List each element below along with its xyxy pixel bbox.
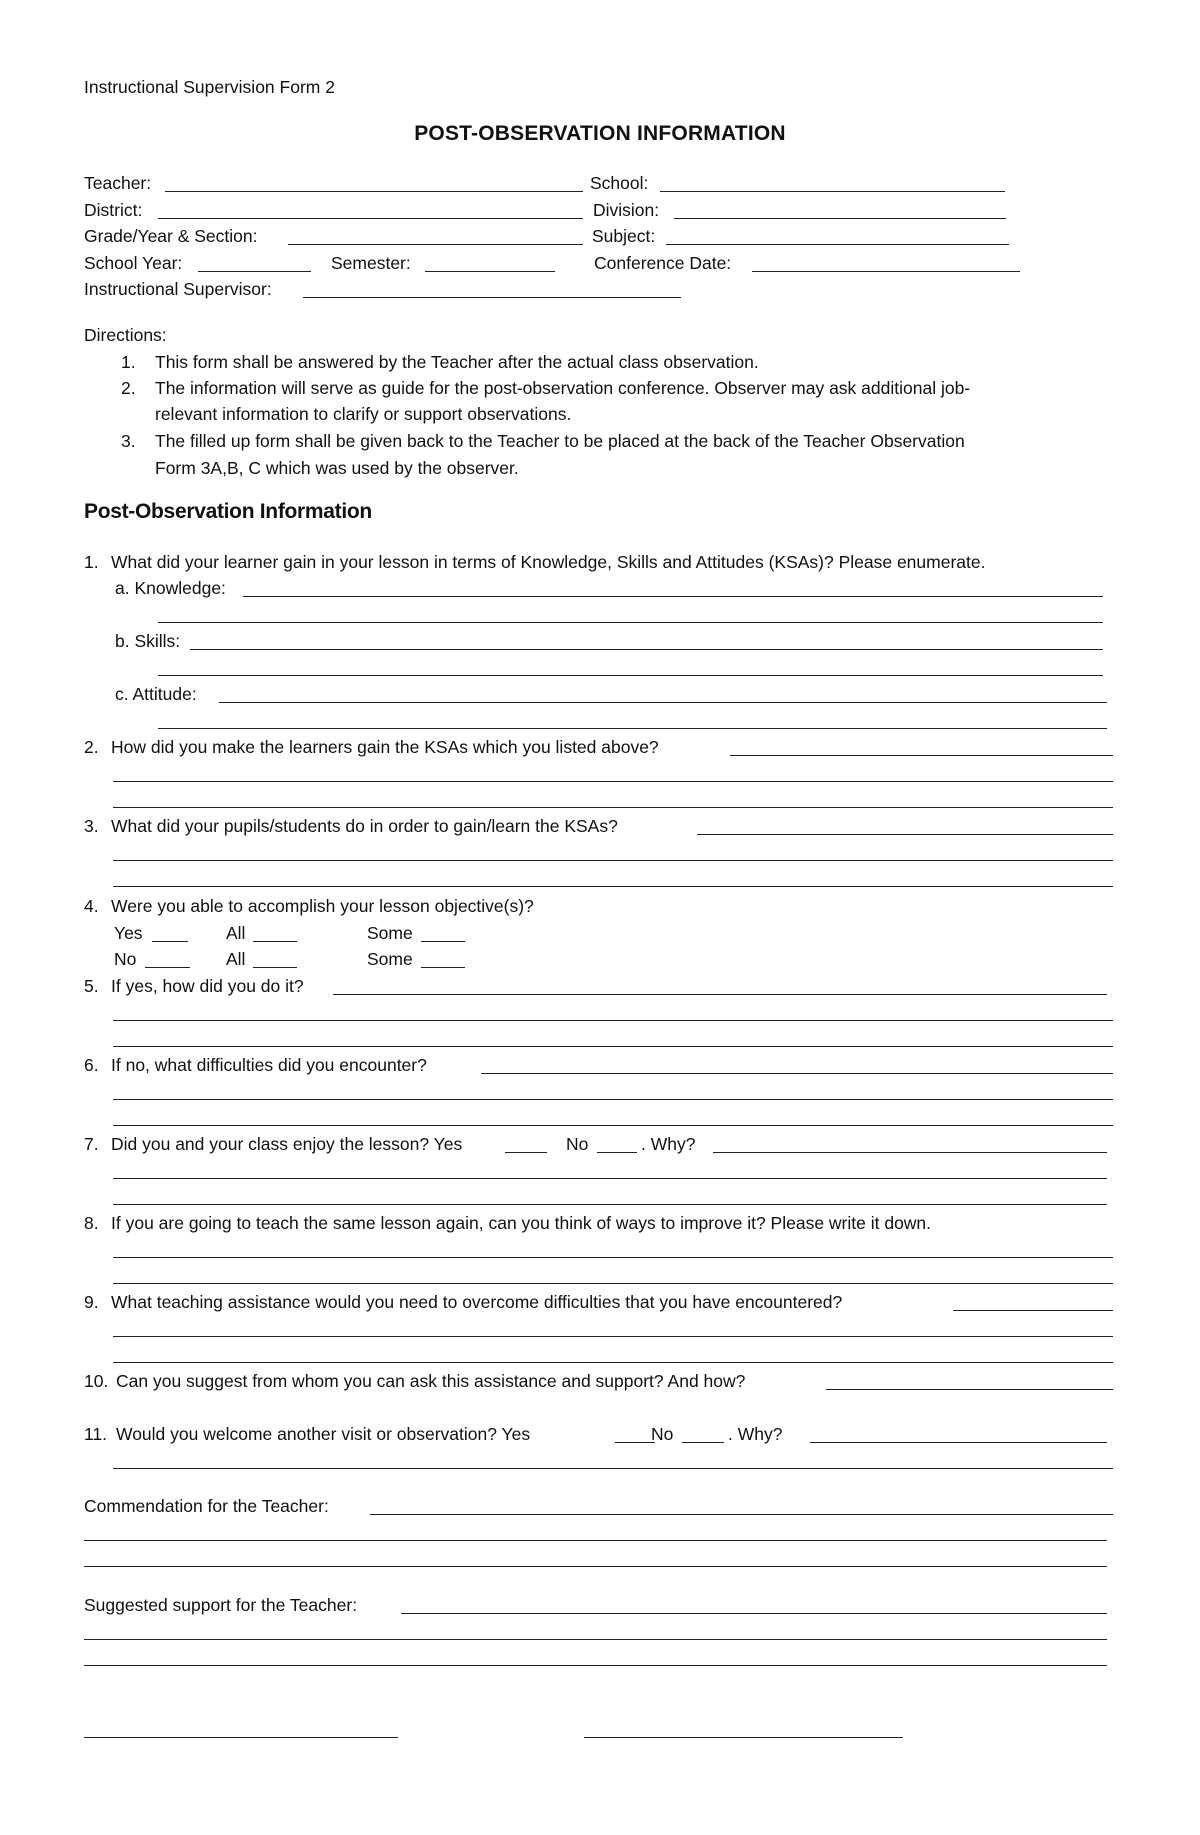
knowledge-field[interactable] bbox=[243, 596, 1103, 597]
answer-line[interactable] bbox=[113, 781, 1113, 782]
question-number: 9. bbox=[84, 1292, 99, 1312]
suggested-support-field[interactable] bbox=[401, 1613, 1107, 1614]
section-title: Post-Observation Information bbox=[84, 500, 372, 523]
direction-text: relevant information to clarify or support observations. bbox=[155, 404, 572, 424]
grade-section-field[interactable] bbox=[288, 244, 583, 245]
question-number: 1. bbox=[84, 552, 99, 572]
yes-label: Yes bbox=[114, 923, 143, 943]
school-year-label: School Year: bbox=[84, 253, 183, 273]
yes-field[interactable] bbox=[152, 941, 188, 942]
semester-label: Semester: bbox=[331, 253, 411, 273]
all-label: All bbox=[226, 949, 246, 969]
question-number: 8. bbox=[84, 1213, 99, 1233]
direction-text: This form shall be answered by the Teacher after the actual class observation. bbox=[155, 352, 759, 372]
answer-line[interactable] bbox=[113, 1283, 1113, 1284]
answer-line[interactable] bbox=[113, 1468, 1113, 1469]
conference-date-field[interactable] bbox=[752, 271, 1020, 272]
yes-field[interactable] bbox=[505, 1152, 547, 1153]
all-field[interactable] bbox=[253, 941, 297, 942]
yes-field[interactable] bbox=[615, 1442, 655, 1443]
answer-line[interactable] bbox=[697, 834, 1113, 835]
answer-line[interactable] bbox=[113, 1257, 1113, 1258]
teacher-label: Teacher: bbox=[84, 173, 152, 193]
division-label: Division: bbox=[593, 200, 660, 220]
answer-line[interactable] bbox=[113, 1362, 1113, 1363]
some-field[interactable] bbox=[421, 967, 465, 968]
answer-line[interactable] bbox=[113, 1178, 1107, 1179]
answer-line[interactable] bbox=[953, 1310, 1113, 1311]
knowledge-field-line-2[interactable] bbox=[158, 622, 1103, 623]
answer-line[interactable] bbox=[113, 1099, 1113, 1100]
direction-number: 3. bbox=[121, 431, 136, 451]
supervisor-label: Instructional Supervisor: bbox=[84, 279, 272, 299]
answer-line[interactable] bbox=[113, 1046, 1113, 1047]
commendation-field[interactable] bbox=[370, 1514, 1113, 1515]
directions-heading: Directions: bbox=[84, 325, 167, 345]
no-label: No bbox=[114, 949, 137, 969]
conference-date-label: Conference Date: bbox=[594, 253, 732, 273]
question-text: What did your pupils/students do in order to gain/learn the KSAs? bbox=[111, 816, 618, 836]
direction-text: The information will serve as guide for the post-observation conference. Observer may ask additional job- bbox=[155, 378, 971, 398]
question-text: Were you able to accomplish your lesson objective(s)? bbox=[111, 896, 534, 916]
direction-number: 1. bbox=[121, 352, 136, 372]
question-text: How did you make the learners gain the KSAs which you listed above? bbox=[111, 737, 659, 757]
grade-section-label: Grade/Year & Section: bbox=[84, 226, 258, 246]
commendation-field-line[interactable] bbox=[84, 1566, 1107, 1567]
school-field[interactable] bbox=[660, 191, 1005, 192]
district-label: District: bbox=[84, 200, 143, 220]
form-title: POST-OBSERVATION INFORMATION bbox=[414, 122, 786, 145]
question-number: 5. bbox=[84, 976, 99, 996]
question-text: If no, what difficulties did you encounter? bbox=[111, 1055, 427, 1075]
question-text: What did your learner gain in your lesson in terms of Knowledge, Skills and Attitudes (KSAs)? Please enumerate. bbox=[111, 552, 986, 572]
no-field[interactable] bbox=[597, 1152, 637, 1153]
subject-label: Subject: bbox=[592, 226, 656, 246]
direction-text: The filled up form shall be given back to the Teacher to be placed at the back of the Teacher Observation bbox=[155, 431, 965, 451]
direction-number: 2. bbox=[121, 378, 136, 398]
question-text: Would you welcome another visit or observation? Yes bbox=[116, 1424, 531, 1444]
suggested-support-field-line[interactable] bbox=[84, 1665, 1107, 1666]
answer-line[interactable] bbox=[113, 1204, 1107, 1205]
some-label: Some bbox=[367, 923, 413, 943]
answer-line[interactable] bbox=[113, 807, 1113, 808]
question-number: 3. bbox=[84, 816, 99, 836]
skills-field-line-2[interactable] bbox=[158, 675, 1103, 676]
some-label: Some bbox=[367, 949, 413, 969]
question-text: Did you and your class enjoy the lesson? Yes bbox=[111, 1134, 463, 1154]
all-label: All bbox=[226, 923, 246, 943]
question-number: 10. bbox=[84, 1371, 109, 1391]
question-text: What teaching assistance would you need to overcome difficulties that you have encountered? bbox=[111, 1292, 843, 1312]
question-number: 2. bbox=[84, 737, 99, 757]
why-label: . Why? bbox=[728, 1424, 783, 1444]
commendation-field-line[interactable] bbox=[84, 1540, 1107, 1541]
subject-field[interactable] bbox=[666, 244, 1009, 245]
school-year-field[interactable] bbox=[198, 271, 311, 272]
attitude-label: c. Attitude: bbox=[115, 684, 197, 704]
answer-line[interactable] bbox=[481, 1073, 1113, 1074]
why-label: . Why? bbox=[641, 1134, 696, 1154]
why-field[interactable] bbox=[713, 1152, 1107, 1153]
direction-text: Form 3A,B, C which was used by the observer. bbox=[155, 458, 519, 478]
commendation-label: Commendation for the Teacher: bbox=[84, 1496, 329, 1516]
question-number: 11. bbox=[84, 1424, 108, 1444]
division-field[interactable] bbox=[674, 218, 1006, 219]
answer-line[interactable] bbox=[826, 1389, 1113, 1390]
signature-line-teacher[interactable] bbox=[84, 1737, 398, 1738]
district-field[interactable] bbox=[158, 218, 583, 219]
question-number: 4. bbox=[84, 896, 99, 916]
question-text: If yes, how did you do it? bbox=[111, 976, 304, 996]
no-label: No bbox=[566, 1134, 589, 1154]
all-field[interactable] bbox=[253, 967, 297, 968]
some-field[interactable] bbox=[421, 941, 465, 942]
attitude-field-line-2[interactable] bbox=[158, 728, 1107, 729]
teacher-field[interactable] bbox=[165, 191, 583, 192]
answer-line[interactable] bbox=[730, 755, 1113, 756]
question-number: 7. bbox=[84, 1134, 99, 1154]
skills-label: b. Skills: bbox=[115, 631, 181, 651]
answer-line[interactable] bbox=[113, 860, 1113, 861]
answer-line[interactable] bbox=[113, 1125, 1113, 1126]
attitude-field[interactable] bbox=[219, 702, 1107, 703]
answer-line[interactable] bbox=[113, 886, 1113, 887]
question-text: Can you suggest from whom you can ask this assistance and support? And how? bbox=[116, 1371, 746, 1391]
semester-field[interactable] bbox=[425, 271, 555, 272]
why-field[interactable] bbox=[810, 1442, 1107, 1443]
skills-field[interactable] bbox=[190, 649, 1103, 650]
answer-line[interactable] bbox=[333, 994, 1107, 995]
no-field[interactable] bbox=[682, 1442, 724, 1443]
knowledge-label: a. Knowledge: bbox=[115, 578, 226, 598]
answer-line[interactable] bbox=[113, 1336, 1113, 1337]
question-text: If you are going to teach the same lesson again, can you think of ways to improve it? Please write it down. bbox=[111, 1213, 932, 1233]
form-label: Instructional Supervision Form 2 bbox=[84, 77, 335, 97]
supervisor-field[interactable] bbox=[303, 297, 681, 298]
question-number: 6. bbox=[84, 1055, 99, 1075]
signature-line-supervisor[interactable] bbox=[584, 1737, 903, 1738]
no-label: No bbox=[651, 1424, 674, 1444]
answer-line[interactable] bbox=[113, 1020, 1113, 1021]
school-label: School: bbox=[590, 173, 649, 193]
suggested-support-field-line[interactable] bbox=[84, 1639, 1107, 1640]
suggested-support-label: Suggested support for the Teacher: bbox=[84, 1595, 358, 1615]
no-field[interactable] bbox=[145, 967, 190, 968]
